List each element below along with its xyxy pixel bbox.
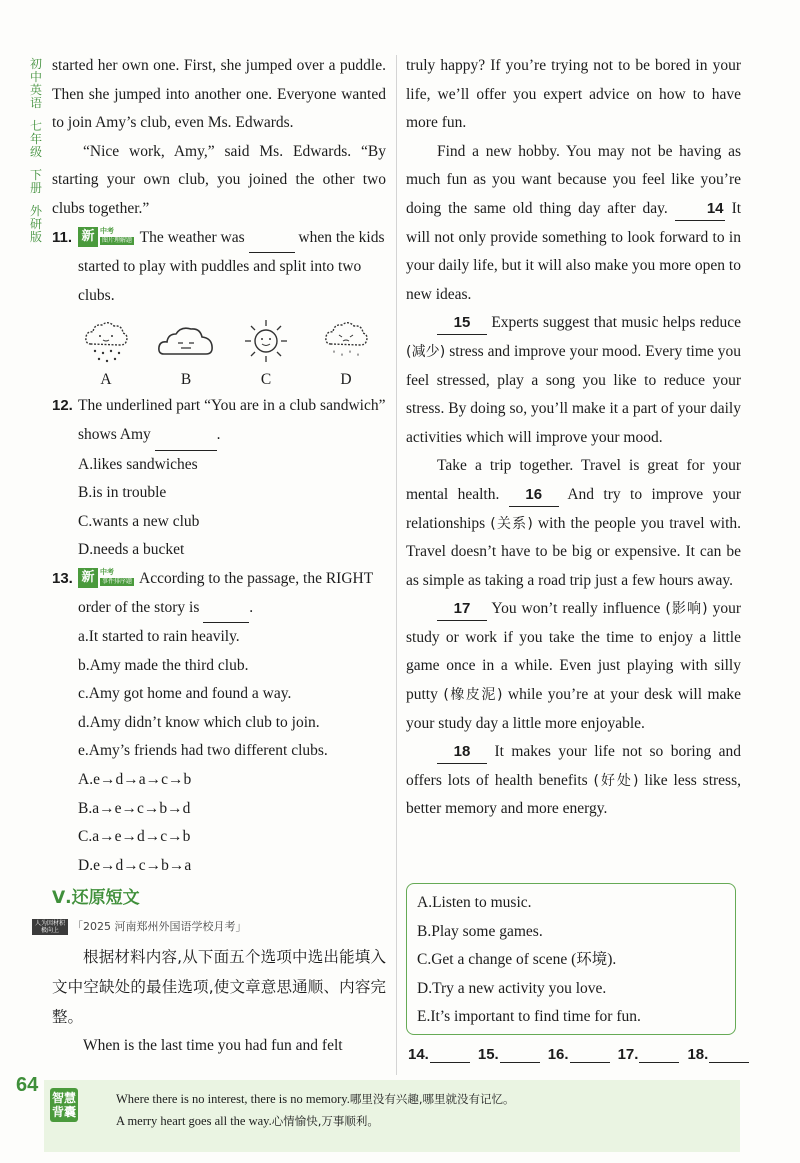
passage-text: It makes your life not so boring and offers lots of health benefits [406, 743, 741, 789]
question-number: 11. [52, 228, 73, 246]
event-e: e.Amy’s friends had two different clubs. [78, 742, 328, 760]
quote-zh: 心情愉快,万事顺利。 [271, 1114, 379, 1128]
answer-label: 17. [617, 1046, 639, 1063]
option-a[interactable]: A.likes sandwiches [78, 455, 198, 473]
answer-blank[interactable] [500, 1044, 540, 1063]
page-number: 64 [16, 1074, 39, 1096]
weather-options [66, 316, 386, 390]
new-exam-badge: 新 中考 图片理解题 [78, 228, 132, 246]
story-paragraph: started her own one. First, she jumped over a puddle. Then she jumped into another one. Everyone wanted to join Amy’s club, even Ms. Edwards. [52, 57, 386, 132]
sidebar-book: 初中英语 [30, 57, 43, 110]
passage-paragraph: truly happy? If you’re trying not to be bored in your life, we’ll offer you expert advice on how to have more fun. [406, 57, 741, 132]
new-exam-badge: 新 中考 事件排序题 [78, 569, 132, 587]
option-d[interactable]: D.e→d→c→b→a [78, 856, 192, 874]
passage-paragraph [406, 738, 741, 824]
gloss: (关系) [490, 515, 533, 532]
source-line [32, 913, 386, 942]
quote-1 [116, 1088, 515, 1110]
option-d[interactable]: D.Try a new activity you love. [417, 979, 607, 997]
answer-label: 18. [687, 1046, 709, 1063]
sidebar-label [26, 58, 46, 244]
gloss: (减少) [406, 343, 446, 360]
option-d[interactable]: D.needs a bucket [78, 541, 185, 559]
option-a[interactable]: A.e→d→a→c→b [78, 771, 192, 789]
quote-en: Where there is no interest, there is no memory. [116, 1092, 350, 1106]
instruction-text: 根据材料内容,从下面五个选项中选出能填入文中空缺处的最佳选项,使文章意思通顺、内容完整。 [52, 947, 386, 1026]
quotes [116, 1088, 515, 1132]
options-box [406, 883, 736, 1035]
weather-option-d[interactable] [306, 316, 386, 390]
column-divider [396, 55, 397, 1075]
question-11 [52, 224, 386, 311]
question-13 [52, 565, 386, 623]
story-paragraph: “Nice work, Amy,” said Ms. Edwards. “By starting your own club, you joined the other two clubs together.” [52, 142, 386, 217]
passage-text: Experts suggest that music helps reduce [491, 314, 741, 332]
answer-18[interactable] [687, 1044, 749, 1063]
answer-blank[interactable] [570, 1044, 610, 1063]
passage-paragraph: When is the last time you had fun and felt [83, 1036, 343, 1054]
weather-option-c[interactable] [226, 316, 306, 390]
question-text: According to the passage, the RIGHT order of the story is [78, 569, 373, 616]
answer-label: 14. [408, 1046, 429, 1063]
right-column [406, 52, 741, 824]
gloss: (橡皮泥) [443, 687, 503, 704]
passage-text: You won’t really influence [491, 600, 661, 618]
question-text: . [249, 598, 254, 616]
option-label: C [260, 371, 272, 389]
answer-label: 15. [477, 1046, 499, 1063]
passage-text: Find a new hobby. You may not be having as much fun as you want because you feel like you’re doing the same old thing day after day. [406, 142, 741, 217]
answer-14[interactable] [408, 1044, 470, 1063]
answer-blank[interactable] [203, 594, 249, 624]
blank-18[interactable]: 18 [437, 741, 487, 764]
passage-text: It will not only provide something to look forward to in your daily life, but it will also make you more open to new ideas. [406, 199, 742, 303]
passage-text: your study or work if you take the time to enjoy a little game once in a while. Even just playing with silly putty [406, 600, 741, 704]
passage-text: while you’re at your desk will make your study day a little more enjoyable. [406, 686, 742, 732]
question-number: 12. [52, 397, 73, 415]
option-a[interactable]: A.Listen to music. [417, 894, 532, 911]
option-c[interactable]: C.Get a change of scene (环境). [417, 951, 617, 969]
passage-text: with the people you travel with. Travel doesn’t have to be big or expensive. It can be as simple as taking a road trip just a few hours away. [406, 514, 742, 589]
event-c: c.Amy got home and found a way. [78, 685, 292, 703]
weather-option-a[interactable] [66, 316, 146, 390]
answer-label: 16. [547, 1046, 569, 1063]
source-text: 「2025 河南郑州外国语学校月考」 [72, 920, 247, 934]
passage-paragraph [406, 595, 741, 738]
answer-line [408, 1044, 757, 1063]
rain-cloud-icon [321, 316, 371, 366]
answer-blank[interactable] [430, 1044, 470, 1063]
source-tag: 人为因材积极向上 [32, 919, 68, 935]
option-b[interactable]: B.Play some games. [417, 922, 543, 940]
answer-blank[interactable] [639, 1044, 679, 1063]
question-text: when the kids started to play with puddles and split into two clubs. [78, 228, 385, 304]
question-text: The weather was [139, 228, 245, 246]
answer-blank[interactable] [249, 224, 295, 254]
passage-paragraph [406, 138, 741, 310]
event-d: d.Amy didn’t know which club to join. [78, 713, 320, 731]
question-number: 13. [52, 569, 73, 587]
question-12 [52, 392, 386, 450]
option-c[interactable]: C.a→e→d→c→b [78, 828, 191, 846]
gloss: (影响) [665, 601, 708, 618]
wisdom-bag-icon [50, 1088, 78, 1122]
option-c[interactable]: C.wants a new club [78, 512, 200, 530]
wisdom-footer [44, 1080, 740, 1152]
snow-cloud-icon [81, 316, 131, 366]
option-b[interactable]: B.a→e→c→b→d [78, 799, 191, 817]
gloss: (好处) [593, 772, 639, 789]
answer-17[interactable] [618, 1044, 680, 1063]
sidebar-grade: 七年级 [30, 119, 43, 159]
passage-text: And try to improve your relationships [406, 485, 741, 532]
blank-17[interactable]: 17 [437, 598, 487, 621]
option-label: D [340, 371, 352, 389]
quote-en: A merry heart goes all the way. [116, 1114, 272, 1128]
passage-paragraph [406, 452, 741, 595]
weather-option-b[interactable] [146, 316, 226, 390]
section-title: Ⅴ.还原短文 [52, 888, 140, 909]
answer-16[interactable] [548, 1044, 610, 1063]
option-label: A [100, 371, 112, 389]
passage-text: stress and improve your mood. Every time you feel stressed, play a song you like to reduce your stress. By doing so, you’ll make it a part of your daily activities which will improve your mood. [406, 342, 741, 446]
cloudy-icon [156, 316, 216, 366]
event-b: b.Amy made the third club. [78, 656, 249, 674]
event-a: a.It started to rain heavily. [78, 628, 240, 646]
passage-paragraph [406, 309, 741, 452]
blank-16[interactable]: 16 [509, 484, 559, 507]
answer-blank[interactable] [709, 1044, 749, 1063]
quote-zh: 哪里没有兴趣,哪里就没有记忆。 [349, 1092, 515, 1106]
sidebar-volume: 下册 [30, 168, 43, 195]
option-label: B [180, 371, 192, 389]
icon-line: 背囊 [51, 1105, 76, 1119]
passage-text: Take a trip together. Travel is great for your mental health. [406, 457, 741, 503]
question-text: . [216, 425, 221, 443]
icon-line: 智慧 [51, 1091, 76, 1105]
blank-15[interactable]: 15 [437, 312, 487, 335]
sidebar-edition: 外研版 [30, 204, 43, 244]
blank-14[interactable]: 14 [675, 198, 725, 221]
passage-text: like less stress, better memory and more energy. [406, 771, 741, 818]
sunny-icon [241, 316, 291, 366]
answer-blank[interactable] [155, 421, 217, 451]
option-e[interactable]: E.It’s important to find time for fun. [417, 1008, 641, 1026]
quote-2 [116, 1110, 515, 1132]
answer-15[interactable] [478, 1044, 540, 1063]
option-b[interactable]: B.is in trouble [78, 484, 167, 502]
question-text: The underlined part “You are in a club sandwich” shows Amy [78, 397, 386, 443]
